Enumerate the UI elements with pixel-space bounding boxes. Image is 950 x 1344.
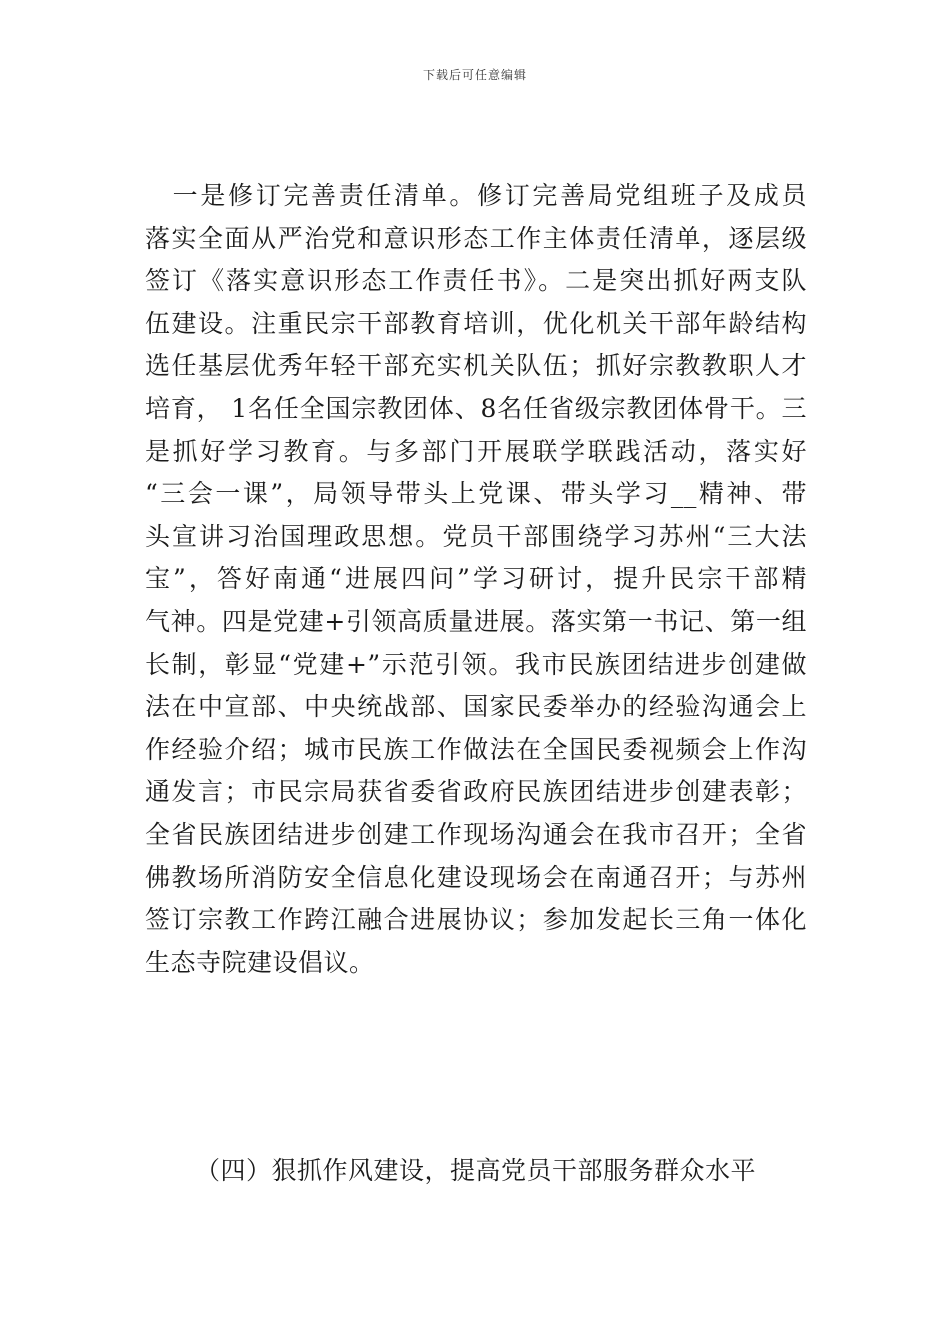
paragraph-line: 气神。四是党建+引领高质量进展。落实第一书记、第一组 — [145, 606, 807, 636]
page-header-watermark: 下载后可任意编辑 — [422, 68, 527, 82]
paragraph-line: 长制，彰显“党建+”示范引领。我市民族团结进步创建做 — [145, 649, 807, 679]
body-paragraph — [145, 175, 807, 984]
paragraph-line: 伍建设。注重民宗干部教育培训，优化机关干部年龄结构 — [145, 308, 807, 338]
paragraph-line: 签订《落实意识形态工作责任书》。二是突出抓好两支队 — [145, 266, 807, 296]
paragraph-line: 落实全面从严治党和意识形态工作主体责任清单，逐层级 — [145, 223, 807, 253]
paragraph-line: 头宣讲习治国理政思想。党员干部围绕学习苏州“三大法 — [145, 521, 807, 551]
paragraph-line: 生态寺院建设倡议。 — [145, 947, 375, 977]
paragraph-line: 选任基层优秀年轻干部充实机关队伍；抓好宗教教职人才 — [145, 351, 807, 381]
paragraph-line: “三会一课”，局领导带头上党课、带头学习__精神、带 — [145, 479, 807, 509]
paragraph-line: 全省民族团结进步创建工作现场沟通会在我市召开；全省 — [145, 819, 807, 849]
paragraph-line: 佛教场所消防安全信息化建设现场会在南通召开；与苏州 — [145, 862, 807, 892]
paragraph-line: 法在中宣部、中央统战部、国家民委举办的经验沟通会上 — [145, 692, 807, 722]
paragraph-line: 是抓好学习教育。与多部门开展联学联践活动，落实好 — [145, 436, 807, 466]
paragraph-line: 作经验介绍；城市民族工作做法在全国民委视频会上作沟 — [145, 734, 807, 764]
paragraph-line: 通发言；市民宗局获省委省政府民族团结进步创建表彰； — [145, 777, 807, 807]
paragraph-line: 签订宗教工作跨江融合进展协议；参加发起长三角一体化 — [145, 905, 807, 935]
paragraph-line: 宝”，答好南通“进展四问”学习研讨，提升民宗干部精 — [145, 564, 807, 594]
section-heading: （四）狠抓作风建设，提高党员干部服务群众水平 — [195, 1156, 757, 1185]
paragraph-line: 培育， 1名任全国宗教团体、8名任省级宗教团体骨干。三 — [145, 393, 807, 423]
paragraph-line: 一是修订完善责任清单。修订完善局党组班子及成员 — [145, 181, 807, 210]
